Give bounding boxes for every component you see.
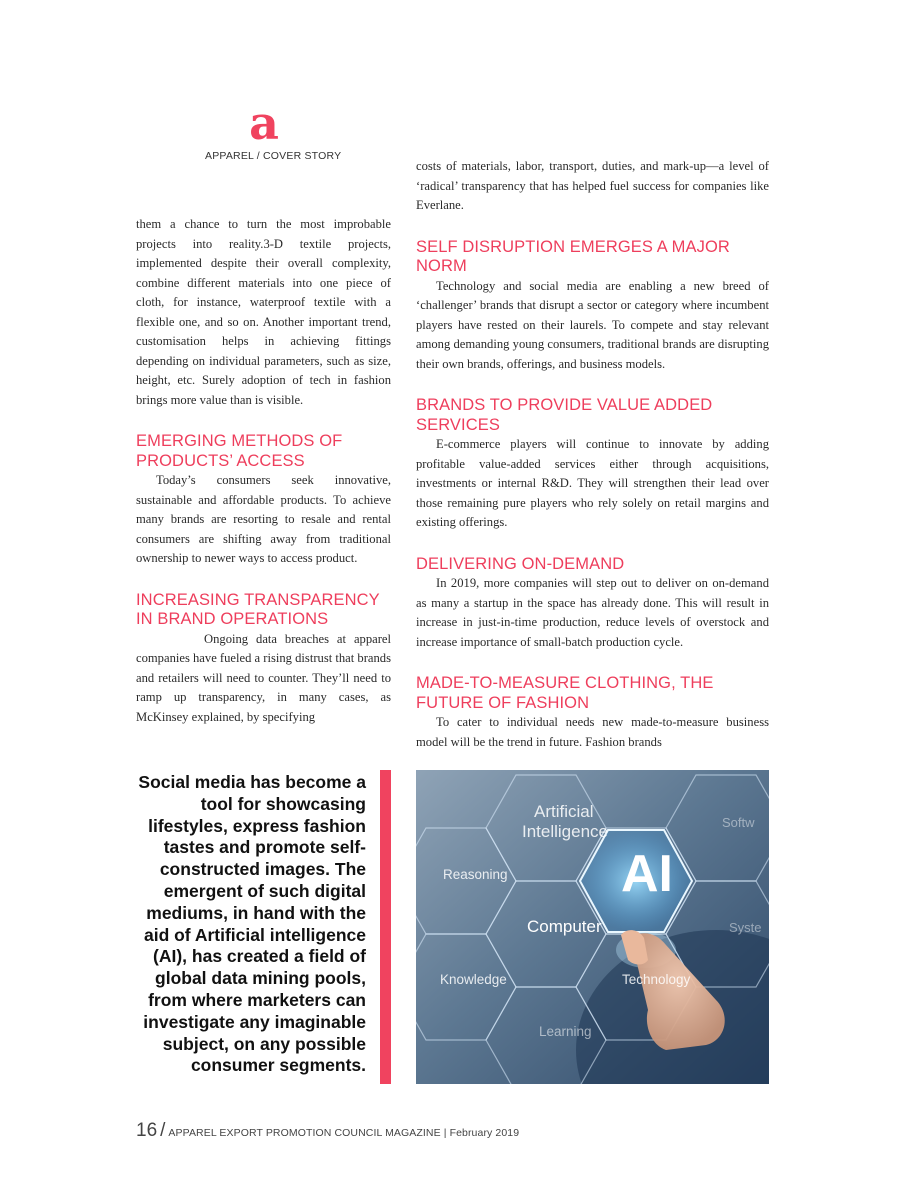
heading-made-to-measure: MADE-TO-MEASURE CLOTHING, THE FUTURE OF FASHION <box>416 674 714 712</box>
footer-slash: / <box>160 1120 166 1141</box>
pull-quote-accent-bar <box>380 770 391 1084</box>
left-intro-paragraph: them a chance to turn the most improbable projects into reality.3-D textile projects, implemented despite their overall complexity, combine different materials into one piece of cloth, for instance, waterproof textile with a flexible one, and so on. Another important trend, customisation helps in achieving fittings depending on individual parameters, such as size, height, etc. Surely adoption of tech in fashion brings more value than is visible. <box>136 217 391 407</box>
section-label: APPAREL / COVER STORY <box>205 150 342 162</box>
paragraph-on-demand: In 2019, more companies will step out to deliver on on-demand as many a startup in the space has already done. This will result in increase in just-in-time production, reduce levels of overstock and increase importance of small-batch production cycle. <box>416 576 769 649</box>
heading-transparency: INCREASING TRANSPARENCY IN BRAND OPERATIONS <box>136 590 380 628</box>
heading-value-added: BRANDS TO PROVIDE VALUE ADDED SERVICES <box>416 396 713 434</box>
page-footer <box>136 1120 519 1142</box>
heading-emerging-methods: EMERGING METHODS OF PRODUCTS’ ACCESS <box>136 432 343 470</box>
right-intro-paragraph: costs of materials, labor, transport, duties, and mark-up—a level of ‘radical’ transparency that has helped fuel success for companies like Everlane. <box>416 159 769 212</box>
hex-label-ai: AI <box>621 845 673 903</box>
heading-self-disruption: SELF DISRUPTION EMERGES A MAJOR NORM <box>416 237 730 275</box>
hex-label-computer: Computer <box>527 917 602 936</box>
hex-label-technology: Technology <box>622 972 691 987</box>
right-column <box>416 157 769 752</box>
magazine-logo: a <box>249 96 279 150</box>
paragraph-emerging-methods: Today’s consumers seek innovative, sustainable and affordable products. To achieve many brands are resorting to resale and rental consumers are shifting away from traditional ownership to newer ways to access product. <box>136 473 391 565</box>
hex-label-artificial: Artificial <box>534 802 594 821</box>
hex-label-knowledge: Knowledge <box>440 972 507 987</box>
hex-label-reasoning: Reasoning <box>443 867 508 882</box>
paragraph-self-disruption: Technology and social media are enabling a new breed of ‘challenger’ brands that disrupt a sector or category where incumbent players have rested on their laurels. To compete and stay relevant among demanding young consumers, traditional brands are disrupting their own brands, offerings, and business models. <box>416 278 769 371</box>
paragraph-value-added: E-commerce players will continue to innovate by adding profitable value-added services either through acquisitions, investments or internal R&D. They will strengthen their lead over those remaining pure players who rely solely on retail margins and existing offerings. <box>416 437 769 529</box>
heading-on-demand: DELIVERING ON-DEMAND <box>416 554 625 573</box>
page-number: 16 <box>136 1120 158 1141</box>
paragraph-made-to-measure: To cater to individual needs new made-to-measure business model will be the trend in future. Fashion brands <box>416 715 769 749</box>
paragraph-transparency: Ongoing data breaches at apparel companies have fueled a rising distrust that brands and retailers will need to counter. They’ll need to ramp up transparency, in many cases, as McKinsey explained, by specifying <box>136 631 391 724</box>
left-column <box>136 215 391 727</box>
ai-illustration <box>416 770 769 1084</box>
hex-label-system: Syste <box>729 920 762 935</box>
hex-label-learning: Learning <box>539 1024 592 1039</box>
hex-label-intelligence: Intelligence <box>522 822 609 841</box>
hex-label-software: Softw <box>722 815 755 830</box>
publication-info: APPAREL EXPORT PROMOTION COUNCIL MAGAZINE | February 2019 <box>168 1127 520 1139</box>
pull-quote: Social media has become a tool for showcasing lifestyles, express fashion tastes and promote self-constructed images. The emergent of such digital mediums, in hand with the aid of Artificial intelligence (AI), has created a field of global data mining pools, from where marketers can investigate any imaginable subject, on any possible consumer segments. <box>138 772 366 1076</box>
